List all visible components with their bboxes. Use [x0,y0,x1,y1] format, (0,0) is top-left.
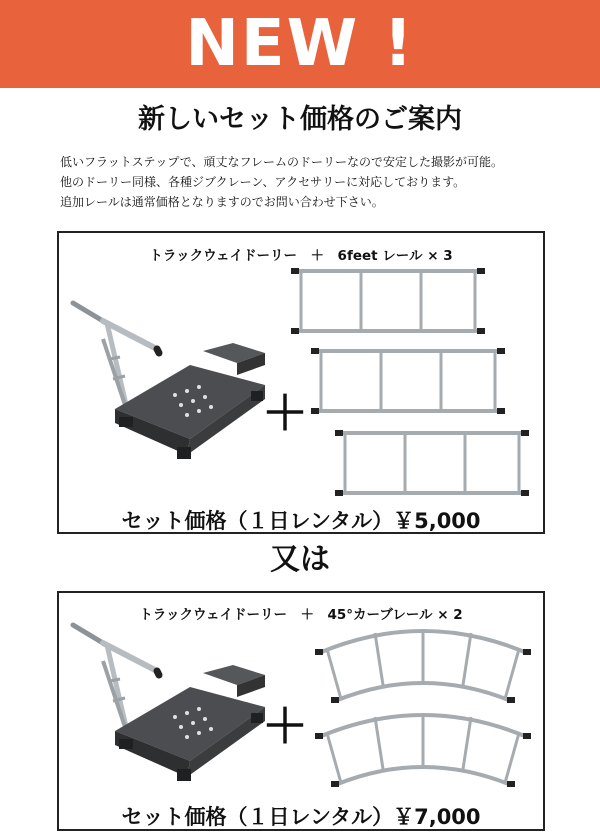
dolly-image [65,299,265,479]
plus-icon: ＋ [262,386,308,440]
page-title: 新しいセット価格のご案内 [138,104,462,135]
plus-icon: ＋ [262,699,308,753]
straight-rail [335,430,529,496]
curved-rail [315,629,531,703]
set-box-curve-rail [57,591,545,831]
intro-line: 低いフラットステップで、頑丈なフレームのドーリーなので安定した撮影が可能。 [60,155,504,169]
set-price: セット価格（１日レンタル）￥5,000 [121,509,481,533]
set-heading: トラックウェイドーリー ＋ 45°カーブレール × 2 [139,607,463,623]
set-box-straight-rail [57,231,545,534]
separator-text: 又は [270,542,330,577]
intro-line: 他のドーリー同様、各種ジブクレーン、アクセサリーに対応しております。 [60,175,466,189]
set-price: セット価格（１日レンタル）￥7,000 [121,805,481,829]
straight-rails-image [295,261,541,501]
banner-title: NEW ! [185,7,415,81]
dolly-image [65,621,265,801]
intro-text [60,152,580,212]
straight-rail [311,348,505,414]
set-heading: トラックウェイドーリー ＋ 6feet レール × 3 [149,248,453,264]
straight-rail [291,268,485,334]
curved-rail [315,713,531,787]
intro-line: 追加レールは通常価格となりますのでお問い合わせ下さい。 [60,195,384,209]
header-banner [0,0,600,88]
curved-rails-image [317,623,529,791]
